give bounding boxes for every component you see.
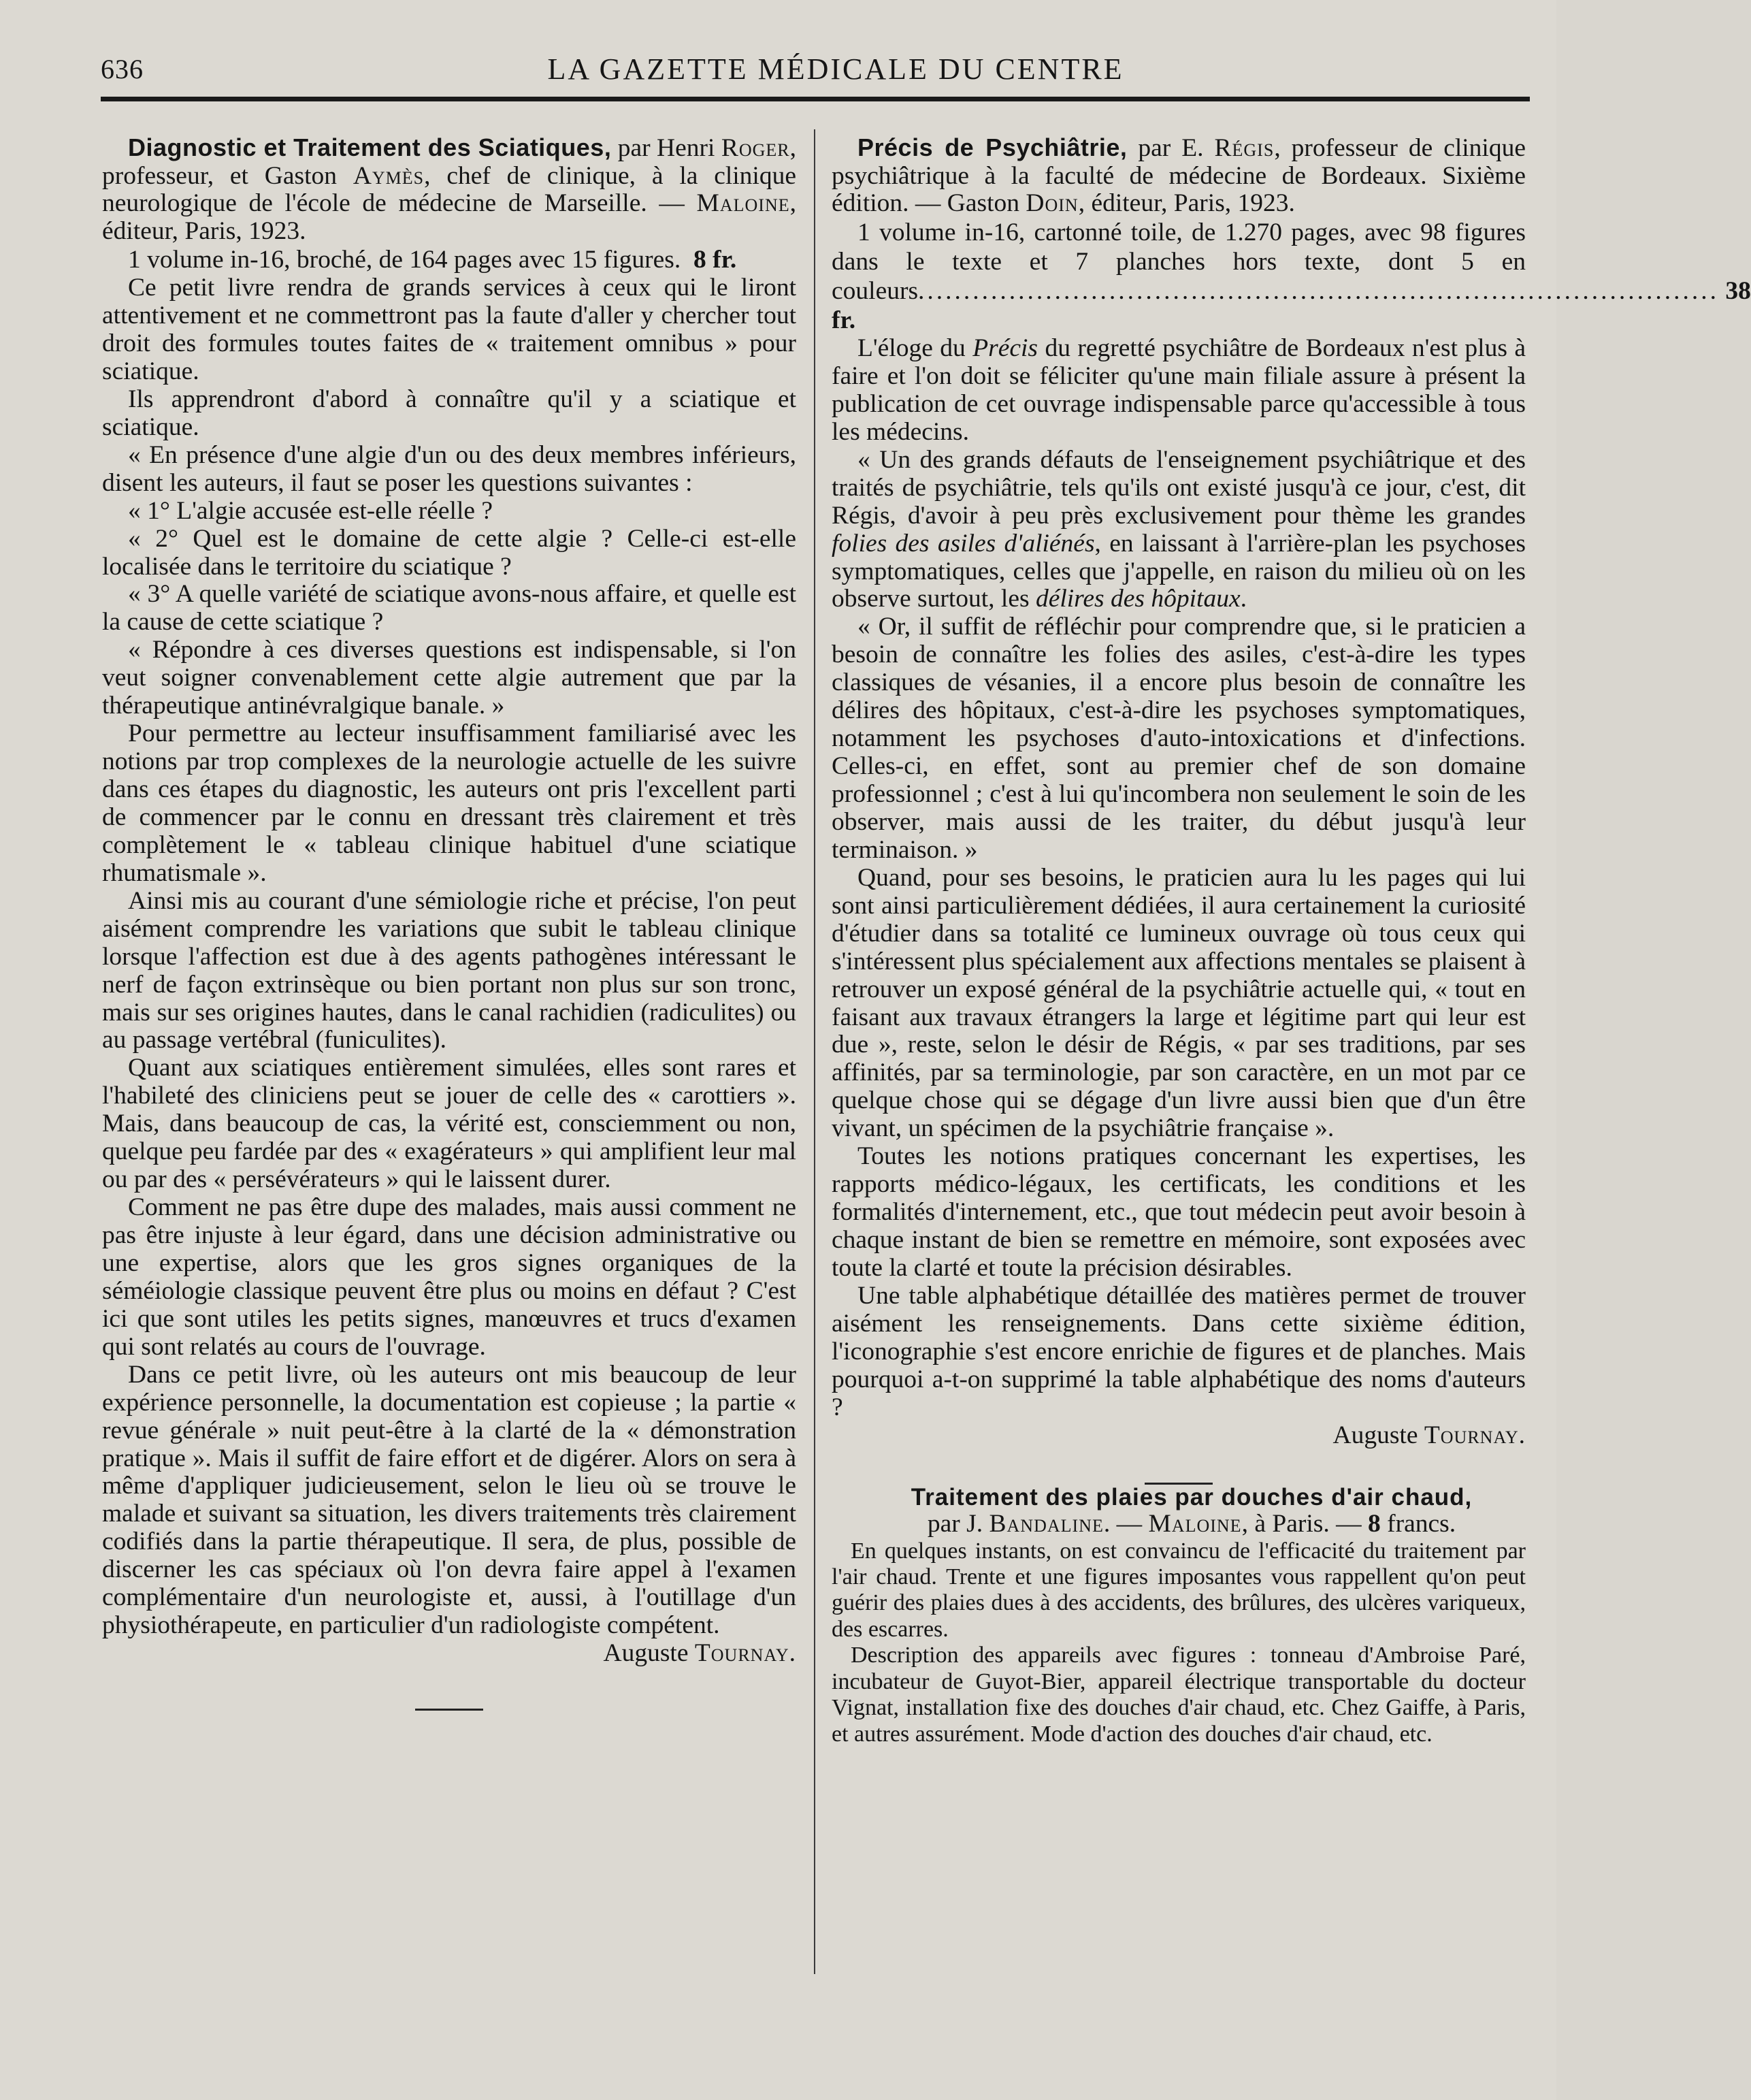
signature <box>102 1640 796 1668</box>
review-paragraph: Ainsi mis au courant d'une sémiologie riche et précise, l'on peut aisément comprendre les variations que subit le tableau clinique lorsque l'affection est due à des agents pathogènes intéressant le nerf de façon extrinsèque ou bien portant non plus sur son tronc, mais sur ses origines hautes, dans le canal rachidien (radiculites) ou au passage vertébral (funiculites). <box>102 886 796 1054</box>
review-paragraph: Une table alphabétique détaillée des matières permet de trouver aisément les renseignements. Dans cette sixième édition, l'iconographie s'est encore enrichie de figures et de planches. Mais pourquoi a-t-on supprimé la table alphabétique des noms d'auteurs ? <box>832 1281 1526 1421</box>
price: 8 <box>1367 1509 1381 1538</box>
volume-info <box>832 218 1751 336</box>
signature-last-name: Tournay. <box>694 1639 796 1668</box>
author-name: Régis <box>1214 134 1275 162</box>
review-paragraph: « En présence d'une algie d'un ou des deux membres inférieurs, disent les auteurs, il faut se poser les questions suivantes : <box>102 440 796 497</box>
byline-text: francs. <box>1380 1509 1456 1538</box>
paragraph-text: , en laissant à l'arrière-plan les psychoses symptomatiques, celles que j'appelle, en raison du milieu où on les observe surtout, les <box>832 529 1526 613</box>
journal-title: LA GAZETTE MÉDICALE DU CENTRE <box>547 52 1124 86</box>
byline-text: , éditeur, Paris, 1923. <box>1078 189 1295 217</box>
review-paragraph: Quant aux sciatiques entièrement simulées, elles sont rares et l'habileté des cliniciens peut se jouer de celle des « carottiers ». Mais, dans beaucoup de cas, la vérité est, consciemment ou non, quelque peu fardée par des « exagérateurs » qui amplifient leur mal ou par des « persévérateurs » qui le laissent durer. <box>102 1054 796 1194</box>
italic-text: délires des hôpitaux <box>1035 585 1241 613</box>
book-title: Précis de Psychiâtrie, <box>857 133 1128 161</box>
signature <box>832 1422 1526 1450</box>
author-name: Roger <box>721 134 790 162</box>
review-paragraph: Description des appareils avec figures : tonneau d'Ambroise Paré, incubateur de Guyot-Bier, appareil électrique transportable du docteur Vignat, installation fixe des douches d'air chaud, etc. Chez Gaiffe, à Paris, et autres assurément. Mode d'action des douches d'air chaud, etc. <box>832 1643 1526 1747</box>
review-paragraph: Dans ce petit livre, où les auteurs ont mis beaucoup de leur expérience personnelle, la documentation est copieuse ; la partie « revue générale » nuit peut-être à la clarté de la « démonstration pratique ». Mais il suffit de faire effort et de digérer. Alors on sera à même d'appliquer judicieusement, selon le lieu où se trouve le malade et suivant sa situation, les divers traitements très clairement codifiés dans la partie thérapeutique. Il sera, de plus, possible de discerner les cas spéciaux où l'on devra faire appel à l'examen complémentaire d'un neurologiste et, aussi, à l'outillage d'un physiothérapeute, en particulier d'un radiologiste compétent. <box>102 1360 796 1640</box>
paragraph-text: . <box>1240 585 1247 613</box>
byline-text: , éditeur, Paris, 1923. <box>102 189 796 245</box>
review-paragraph: Ce petit livre rendra de grands services à ceux qui le liront attentivement et ne commettront pas la faute d'aller y chercher tout droit des formules toutes faites de « traitement omnibus » pour sciatique. <box>102 274 796 385</box>
review-paragraph: « 1° L'algie accusée est-elle réelle ? <box>128 496 493 525</box>
review-heading-psychiatrie <box>832 135 1526 218</box>
byline-text: par J. <box>927 1509 989 1538</box>
paragraph-text: « Un des grands défauts de l'enseignement psychiâtrique et des traités de psychiâtrie, tels qu'ils ont existé jusqu'à ce jour, c'est, dit Régis, d'avoir à peu près exclusivement pour thème les grandes <box>832 445 1526 530</box>
review-paragraph: Pour permettre au lecteur insuffisamment familiarisé avec les notions par trop complexes de la neurologie actuelle de les suivre dans ces étapes du diagnostic, les auteurs ont pris l'excellent parti de commencer par le connu en dressant très clairement et très complètement le « tableau clinique habituel d'une sciatique rhumatismale ». <box>102 720 796 887</box>
author-name: Bandaline <box>989 1509 1104 1538</box>
italic-text: Précis <box>972 334 1038 362</box>
review-paragraph: Quand, pour ses besoins, le praticien aura lu les pages qui lui sont ainsi particulièrement dédiées, il aura certainement la curiosité d'étudier dans sa totalité ce lumineux ouvrage où tous ceux qui s'intéressent plus spécialement aux affections mentales se plaisent à retrouver un exposé général de la psychiâtrie actuelle qui, « tout en faisant aux travaux étrangers la large et légitime part qui leur est due », reste, selon le désir de Régis, « par ses traditions, par ses affinités, par sa terminologie, par son caractère, en un mot par ce quelque chose qui se dégage d'un livre aussi bien que d'un être vivant, un spécimen de la psychiâtrie française ». <box>832 863 1526 1143</box>
review-byline <box>832 1511 1526 1538</box>
review-heading-sciatiques <box>102 135 796 245</box>
review-paragraph: « 3° A quelle variété de sciatique avons-nous affaire, et quelle est la cause de cette sciatique ? <box>102 580 796 636</box>
author-name: Aymès <box>353 161 425 190</box>
publisher-name: Maloine <box>696 189 790 217</box>
byline-text: , à Paris. — <box>1241 1509 1368 1538</box>
review-paragraph: « Or, il suffit de réfléchir pour comprendre que, si le praticien a besoin de connaître les folies des asiles, c'est-à-dire les types classiques de vésanies, il a encore plus besoin de connaître les délires des hôpitaux, c'est-à-dire les psychoses symptomatiques, notamment les psychoses d'auto-intoxications et d'infections. Celles-ci, en effet, sont au premier chef de son domaine professionnel ; c'est à lui qu'incombera non seulement le soin de les observer, mais aussi de les traiter, du début jusqu'à leur terminaison. » <box>832 613 1526 864</box>
review-paragraph <box>832 335 1526 447</box>
price: 8 fr. <box>693 246 737 274</box>
review-paragraph: Ils apprendront d'abord à connaître qu'il y a sciatique et sciatique. <box>102 385 796 441</box>
signature-first-name: Auguste <box>603 1639 695 1668</box>
book-title: Diagnostic et Traitement des Sciatiques, <box>128 133 612 161</box>
byline-text: , chef de clinique, à la clinique neurologique de l'école de médecine de Marseille. — <box>102 161 796 217</box>
volume-description: 1 volume in-16, cartonné toile, de 1.270 pages, avec 98 figures dans le texte et 7 planches hors texte, dont 5 en couleurs <box>832 218 1526 305</box>
italic-text: folies des asiles d'aliénés <box>832 529 1095 558</box>
publisher-name: Maloine <box>1148 1509 1242 1538</box>
left-column <box>102 135 796 1711</box>
leader-dots: ........................................................................................ <box>918 276 1720 305</box>
byline-text: par E. <box>1127 134 1215 162</box>
running-head <box>101 49 1530 90</box>
page-number: 636 <box>101 54 144 84</box>
price: 38 fr. <box>832 276 1751 334</box>
byline-text: , professeur de clinique psychiâtrique à la faculté de médecine de Bordeaux. Sixième édition. — Gaston <box>832 134 1526 217</box>
byline-text: par Henri <box>611 134 721 162</box>
review-paragraph: « Répondre à ces diverses questions est indispensable, si l'on veut soigner convenablement cette algie autrement que par la thérapeutique antinévralgique banale. » <box>102 636 796 720</box>
paragraph-text: du regretté psychiâtre de Bordeaux n'est plus à faire et l'on doit se féliciter qu'une main filiale assure à présent la publication de cet ouvrage indispensable parce qu'accessible à tous les médecins. <box>832 334 1526 446</box>
header-rule <box>101 97 1530 101</box>
review-paragraph: Toutes les notions pratiques concernant les expertises, les rapports médico-légaux, les certificats, les conditions et les formalités d'internement, etc., que tout médecin peut avoir besoin à chaque instant de bien se remettre en mémoire, sont exposées avec toute la clarté et toute la précision désirables. <box>832 1142 1526 1282</box>
column-divider <box>814 129 815 1974</box>
review-heading-plaies: Traitement des plaies par douches d'air chaud, <box>911 1483 1473 1511</box>
signature-last-name: Tournay. <box>1424 1421 1526 1449</box>
review-paragraph <box>832 447 1526 614</box>
byline-text: . — <box>1103 1509 1149 1538</box>
review-paragraph: En quelques instants, on est convaincu de l'efficacité du traitement par l'air chaud. Trente et une figures imposantes vous rappellent qu'on peut guérir des plaies dues à des accidents, des brûlures, des ulcères variqueux, des escarres. <box>832 1538 1526 1642</box>
volume-info <box>102 245 796 274</box>
publisher-name: Doin <box>1026 189 1079 217</box>
signature-first-name: Auguste <box>1332 1421 1424 1449</box>
volume-description: 1 volume in-16, broché, de 164 pages avec 15 figures. <box>128 246 681 274</box>
paragraph-text: L'éloge du <box>857 334 973 362</box>
review-paragraph: Comment ne pas être dupe des malades, mais aussi comment ne pas être injuste à leur égard, dans une décision administrative ou une expertise, alors que les gros signes organiques de la séméiologie classique peuvent être plus ou moins en défaut ? C'est ici que sont utiles les petits signes, manœuvres et trucs d'examen qui sont relatés au cours de l'ouvrage. <box>102 1193 796 1361</box>
right-column <box>832 133 1751 1747</box>
section-separator <box>415 1709 483 1711</box>
review-paragraph: « 2° Quel est le domaine de cette algie ? Celle-ci est-elle localisée dans le territoire du sciatique ? <box>102 524 796 581</box>
byline-text: , professeur, et Gaston <box>102 134 796 190</box>
review-body-small <box>832 1538 1526 1747</box>
